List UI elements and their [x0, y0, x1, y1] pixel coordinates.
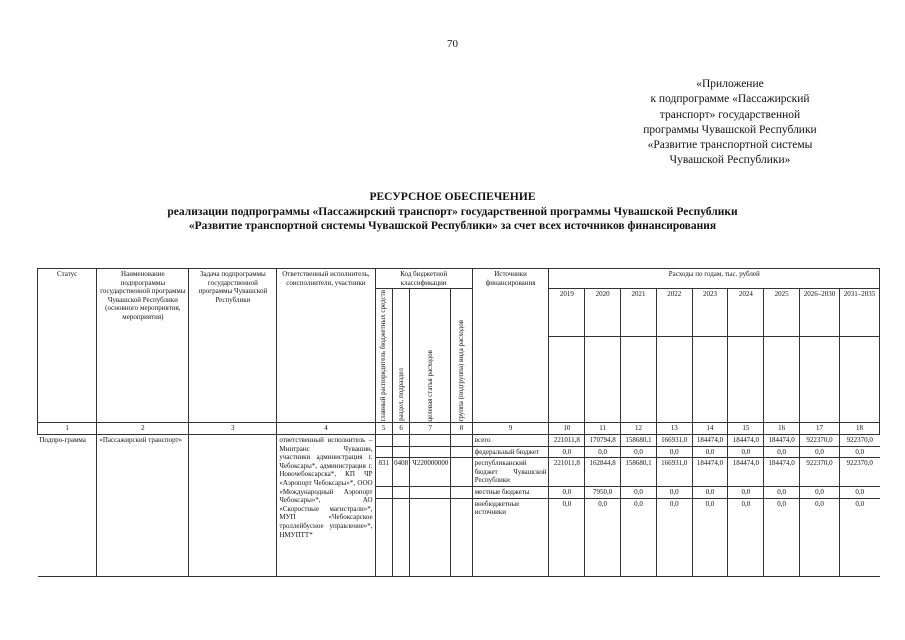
row-value: 0,0 [692, 486, 728, 498]
row-value: 0,0 [621, 498, 657, 576]
appendix-line: Чувашской Республики» [669, 154, 791, 167]
header-year: 2024 [728, 289, 764, 337]
row-value: 0,0 [839, 446, 879, 458]
column-number: 12 [621, 423, 657, 435]
table-row [38, 435, 880, 447]
row-value: 922370,0 [800, 435, 840, 447]
row-value: 0,0 [549, 446, 585, 458]
row-source: внебюджетные источники [472, 498, 549, 576]
header-year: 2025 [764, 289, 800, 337]
column-number: 3 [189, 423, 277, 435]
header-code-target: целевая статья расходов [410, 289, 451, 423]
row-value: 170794,8 [585, 435, 621, 447]
row-value: 158680,1 [621, 435, 657, 447]
header-code-grbs: главный распорядитель бюджетных средств [375, 289, 392, 423]
row-code-grbs: 831 [375, 458, 392, 487]
row-value: 0,0 [839, 486, 879, 498]
row-value: 0,0 [656, 486, 692, 498]
header-year: 2023 [692, 289, 728, 337]
header-expenses: Расходы по годам, тыс. рублей [549, 269, 880, 289]
row-value: 221011,8 [549, 458, 585, 487]
row-value: 0,0 [728, 498, 764, 576]
row-value: 0,0 [800, 446, 840, 458]
appendix-line: программы Чувашской Республики [643, 123, 817, 136]
row-value: 0,0 [621, 446, 657, 458]
page-number: 70 [447, 38, 458, 50]
row-value: 0,0 [764, 498, 800, 576]
column-number: 13 [656, 423, 692, 435]
appendix-line: «Приложение [696, 78, 764, 90]
row-value: 184474,0 [764, 458, 800, 487]
column-number: 8 [451, 423, 473, 435]
row-value: 162844,8 [585, 458, 621, 487]
column-number: 5 [375, 423, 392, 435]
header-year: 2022 [656, 289, 692, 337]
row-value: 0,0 [728, 486, 764, 498]
row-code-section: 0408 [392, 458, 409, 487]
row-value: 0,0 [764, 446, 800, 458]
row-name: «Пассажирский транспорт» [97, 435, 189, 577]
header-status: Статус [38, 269, 97, 423]
header-code-group: группа (подгруппа) вида расходов [451, 289, 473, 423]
header-budget-code: Код бюджетной классификации [375, 269, 472, 289]
column-number: 9 [472, 423, 549, 435]
row-value: 0,0 [800, 498, 840, 576]
appendix-line: к подпрограмме «Пассажирский [650, 93, 810, 106]
title-line: реализации подпрограммы «Пассажирский транспорт» государственной программы Чувашской Республики [167, 205, 738, 218]
row-source: местные бюджеты [472, 486, 549, 498]
row-value: 0,0 [549, 486, 585, 498]
column-numbers-row [38, 423, 880, 435]
row-responsible: ответственный исполнитель – Минтранс Чувашии, участники администрация г. Чебоксары*, администрация г. Новочебоксарска*, КП ЧР «Аэропорт Чебоксары»*, ООО «Международный Аэропорт Чебоксары»*, АО «Скоростные магистрали»*, МУП «Чебоксарское троллейбусное управление»*, НМУПТТ* [277, 435, 375, 577]
title-line: «Развитие транспортной системы Чувашской Республики» за счет всех источников финансирования [188, 220, 717, 232]
row-value: 166931,0 [656, 458, 692, 487]
row-value: 0,0 [656, 498, 692, 576]
row-value: 0,0 [585, 446, 621, 458]
header-task: Задача подпрограммы государственной программы Чувашской Республики [189, 269, 277, 423]
row-value: 922370,0 [839, 435, 879, 447]
row-value: 0,0 [692, 498, 728, 576]
row-source: всего [472, 435, 549, 447]
header-year: 2031–2035 [839, 289, 879, 337]
appendix-note [610, 77, 850, 169]
header-year: 2026–2030 [800, 289, 840, 337]
row-value: 184474,0 [692, 435, 728, 447]
column-number: 15 [728, 423, 764, 435]
row-value: 0,0 [621, 486, 657, 498]
row-value: 0,0 [585, 498, 621, 576]
row-value: 184474,0 [728, 435, 764, 447]
header-year: 2019 [549, 289, 585, 337]
row-value: 221011,8 [549, 435, 585, 447]
row-value: 0,0 [692, 446, 728, 458]
row-value: 922370,0 [800, 458, 840, 487]
row-source: республиканский бюджет Чувашской Республики [472, 458, 549, 487]
header-year: 2020 [585, 289, 621, 337]
column-number: 14 [692, 423, 728, 435]
row-value: 0,0 [800, 486, 840, 498]
header-responsible: Ответственный исполнитель, соисполнители, участники [277, 269, 375, 423]
row-status: Подпро-грамма [38, 435, 97, 577]
column-number: 10 [549, 423, 585, 435]
header-code-section: раздел, подраздел [392, 289, 409, 423]
column-number: 16 [764, 423, 800, 435]
row-value: 0,0 [839, 498, 879, 576]
row-code-group [451, 458, 473, 487]
row-value: 0,0 [764, 486, 800, 498]
column-number: 1 [38, 423, 97, 435]
row-value: 158680,1 [621, 458, 657, 487]
column-number: 11 [585, 423, 621, 435]
row-task [189, 435, 277, 577]
row-value: 0,0 [656, 446, 692, 458]
row-value: 0,0 [728, 446, 764, 458]
row-source: федеральный бюджет [472, 446, 549, 458]
resource-table [37, 268, 880, 577]
row-value: 922370,0 [839, 458, 879, 487]
row-code-target: Ч220000000 [410, 458, 451, 487]
header-sources: Источники финансирования [472, 269, 549, 423]
column-number: 7 [410, 423, 451, 435]
title-line: РЕСУРСНОЕ ОБЕСПЕЧЕНИЕ [369, 191, 536, 203]
row-value: 166931,0 [656, 435, 692, 447]
row-value: 184474,0 [728, 458, 764, 487]
row-value: 184474,0 [764, 435, 800, 447]
column-number: 18 [839, 423, 879, 435]
row-value: 7950,0 [585, 486, 621, 498]
column-number: 4 [277, 423, 375, 435]
appendix-line: транспорт» государственной [659, 108, 801, 121]
row-value: 0,0 [549, 498, 585, 576]
document-title [0, 190, 905, 234]
column-number: 17 [800, 423, 840, 435]
header-year: 2021 [621, 289, 657, 337]
appendix-line: «Развитие транспортной системы [647, 139, 813, 152]
header-name: Наименование подпрограммы государственной программы Чувашской Республики (основного мероприятия, мероприятия) [97, 269, 189, 423]
row-value: 184474,0 [692, 458, 728, 487]
column-number: 6 [392, 423, 409, 435]
column-number: 2 [97, 423, 189, 435]
